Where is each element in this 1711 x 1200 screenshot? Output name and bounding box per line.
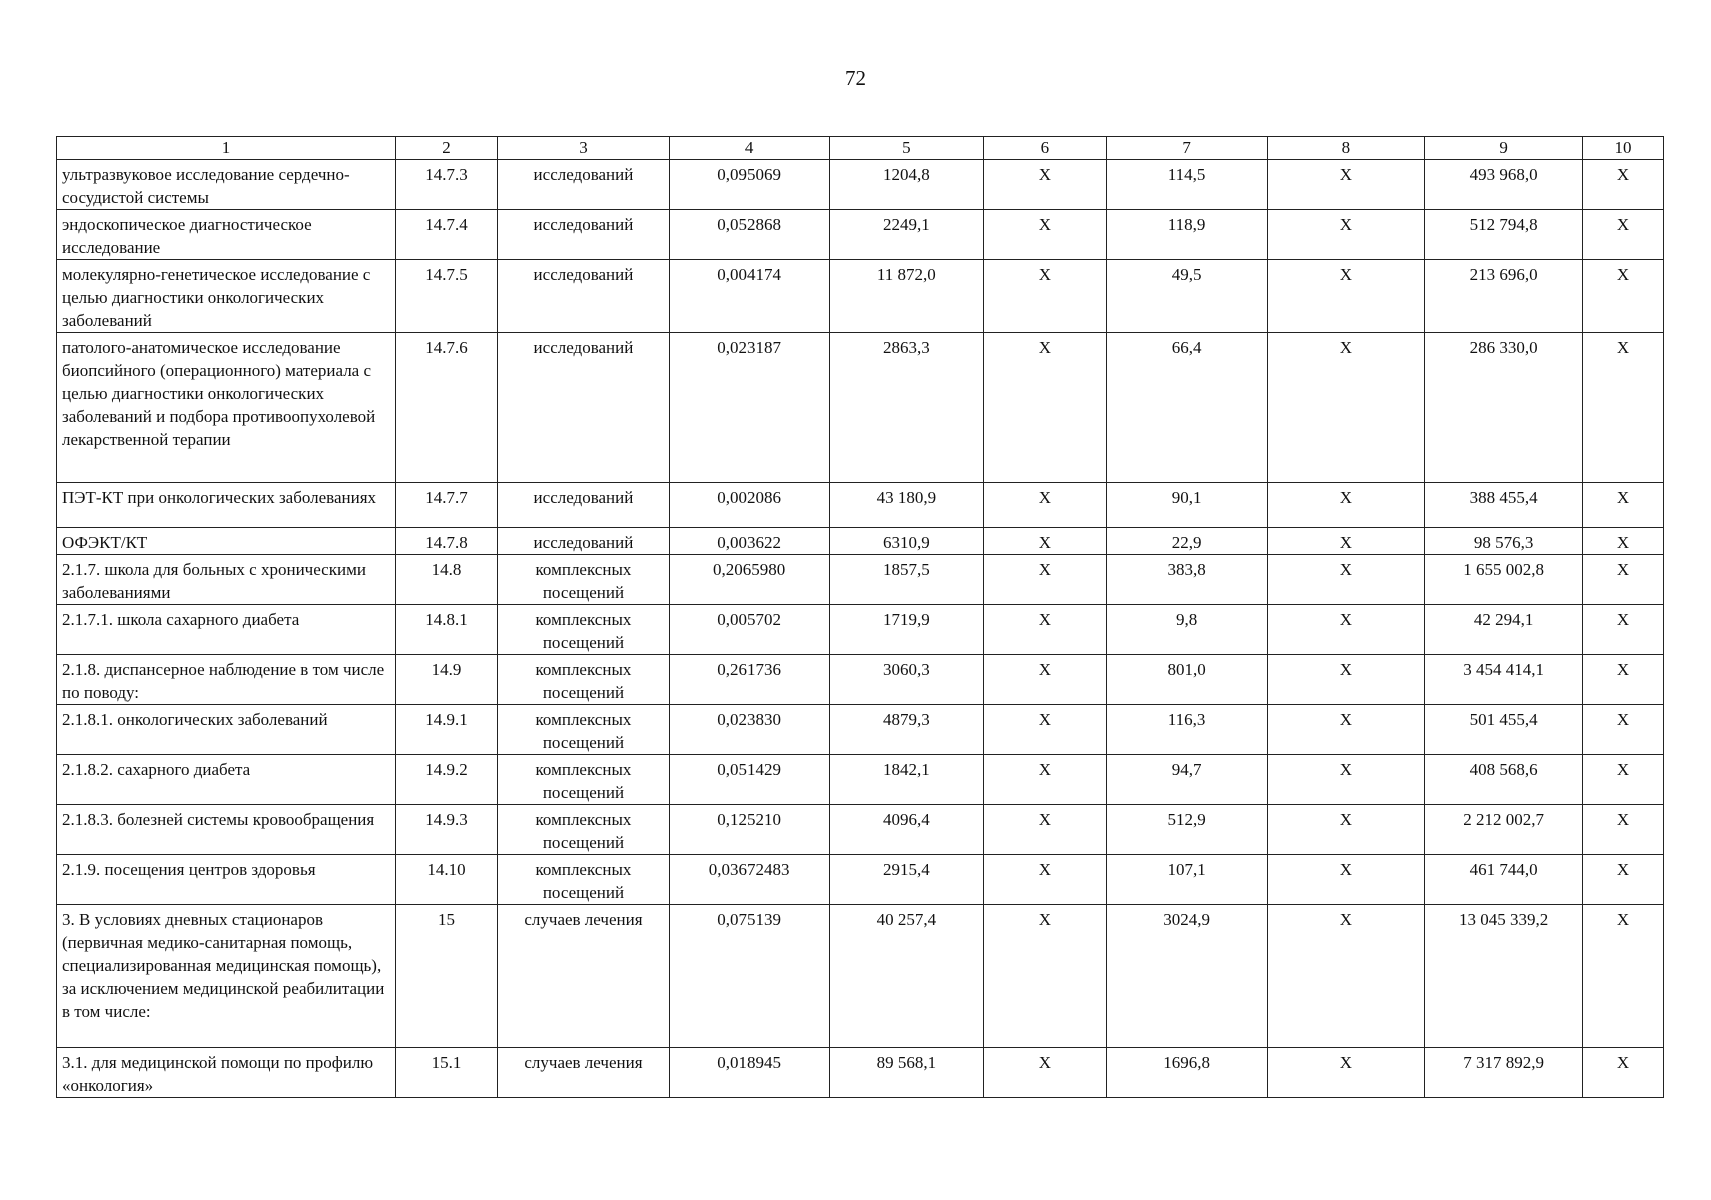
table-cell: комплексных посещений: [498, 555, 670, 605]
table-cell: 1204,8: [829, 160, 984, 210]
table-cell: комплексных посещений: [498, 705, 670, 755]
table-row: [57, 528, 1664, 555]
table-cell: 0,003622: [669, 528, 829, 555]
table-cell: исследований: [498, 260, 670, 333]
table-cell: 114,5: [1106, 160, 1267, 210]
table-cell: комплексных посещений: [498, 855, 670, 905]
table-cell: 66,4: [1106, 333, 1267, 483]
column-header: 4: [669, 137, 829, 160]
table-cell: 14.7.3: [395, 160, 497, 210]
table-cell: 98 576,3: [1425, 528, 1583, 555]
table-row: [57, 805, 1664, 855]
row-name-cell: ПЭТ-КТ при онкологических заболеваниях: [57, 483, 396, 528]
table-cell: 213 696,0: [1425, 260, 1583, 333]
row-name-cell: 2.1.8. диспансерное наблюдение в том числе по поводу:: [57, 655, 396, 705]
table-cell: 42 294,1: [1425, 605, 1583, 655]
row-name-cell: молекулярно-генетическое исследование с целью диагностики онкологических заболеваний: [57, 260, 396, 333]
table-cell: 15: [395, 905, 497, 1048]
table-cell: 2863,3: [829, 333, 984, 483]
table-row: [57, 705, 1664, 755]
table-cell: исследований: [498, 528, 670, 555]
table-cell: X: [984, 483, 1107, 528]
table-cell: комплексных посещений: [498, 755, 670, 805]
table-row: [57, 855, 1664, 905]
table-cell: 9,8: [1106, 605, 1267, 655]
table-cell: 0,03672483: [669, 855, 829, 905]
table-cell: X: [1267, 755, 1425, 805]
table-cell: X: [1267, 855, 1425, 905]
column-header: 2: [395, 137, 497, 160]
table-cell: 6310,9: [829, 528, 984, 555]
table-cell: X: [984, 705, 1107, 755]
column-header: 7: [1106, 137, 1267, 160]
table-cell: исследований: [498, 210, 670, 260]
table-cell: X: [984, 1048, 1107, 1098]
table-cell: 15.1: [395, 1048, 497, 1098]
table-cell: X: [1582, 528, 1663, 555]
row-name-cell: 2.1.7.1. школа сахарного диабета: [57, 605, 396, 655]
table-cell: 7 317 892,9: [1425, 1048, 1583, 1098]
row-name-cell: 3. В условиях дневных стационаров (первичная медико-санитарная помощь, специализированная медицинская помощь), за исключением медицинской реабилитации в том числе:: [57, 905, 396, 1048]
table-cell: 3024,9: [1106, 905, 1267, 1048]
table-cell: 14.9.3: [395, 805, 497, 855]
row-name-cell: 2.1.8.3. болезней системы кровообращения: [57, 805, 396, 855]
table-cell: 1842,1: [829, 755, 984, 805]
table-cell: 0,005702: [669, 605, 829, 655]
table-cell: 14.9.2: [395, 755, 497, 805]
table-row: [57, 1048, 1664, 1098]
header-row: [57, 137, 1664, 160]
table-cell: X: [1582, 1048, 1663, 1098]
column-header: 5: [829, 137, 984, 160]
table-cell: 13 045 339,2: [1425, 905, 1583, 1048]
table-cell: X: [984, 160, 1107, 210]
table-cell: 3060,3: [829, 655, 984, 705]
page-number: 72: [845, 66, 866, 90]
table-cell: X: [1582, 805, 1663, 855]
table-cell: 493 968,0: [1425, 160, 1583, 210]
table-cell: 116,3: [1106, 705, 1267, 755]
table-cell: X: [1267, 805, 1425, 855]
table-cell: 49,5: [1106, 260, 1267, 333]
table-cell: X: [1582, 483, 1663, 528]
table-cell: X: [1582, 210, 1663, 260]
table-cell: 14.8.1: [395, 605, 497, 655]
column-header: 6: [984, 137, 1107, 160]
table-cell: 461 744,0: [1425, 855, 1583, 905]
table-cell: 383,8: [1106, 555, 1267, 605]
row-name-cell: 2.1.7. школа для больных с хроническими заболеваниями: [57, 555, 396, 605]
table-cell: X: [1267, 528, 1425, 555]
table-cell: 14.8: [395, 555, 497, 605]
row-name-cell: 2.1.8.2. сахарного диабета: [57, 755, 396, 805]
table-row: [57, 483, 1664, 528]
row-name-cell: ультразвуковое исследование сердечно-сосудистой системы: [57, 160, 396, 210]
table-cell: X: [984, 555, 1107, 605]
table-cell: комплексных посещений: [498, 605, 670, 655]
table-cell: 501 455,4: [1425, 705, 1583, 755]
table-cell: 0,2065980: [669, 555, 829, 605]
table-cell: 512 794,8: [1425, 210, 1583, 260]
table-cell: 0,261736: [669, 655, 829, 705]
table-cell: 4879,3: [829, 705, 984, 755]
row-name-cell: 2.1.8.1. онкологических заболеваний: [57, 705, 396, 755]
table-cell: X: [1582, 555, 1663, 605]
table-cell: 14.7.5: [395, 260, 497, 333]
table-cell: X: [1582, 705, 1663, 755]
table-cell: 14.9: [395, 655, 497, 705]
table-cell: X: [984, 528, 1107, 555]
table-cell: 0,095069: [669, 160, 829, 210]
table-cell: 14.9.1: [395, 705, 497, 755]
table-cell: случаев лечения: [498, 905, 670, 1048]
table-row: [57, 260, 1664, 333]
row-name-cell: патолого-анатомическое исследование биопсийного (операционного) материала с целью диагностики онкологических заболеваний и подбора противоопухолевой лекарственной терапии: [57, 333, 396, 483]
table-cell: 90,1: [1106, 483, 1267, 528]
table-cell: 408 568,6: [1425, 755, 1583, 805]
table-cell: X: [1582, 605, 1663, 655]
table-cell: X: [1267, 905, 1425, 1048]
table-cell: 0,052868: [669, 210, 829, 260]
table-cell: 512,9: [1106, 805, 1267, 855]
table-cell: X: [984, 260, 1107, 333]
table-cell: 14.10: [395, 855, 497, 905]
table-cell: 0,075139: [669, 905, 829, 1048]
table-row: [57, 333, 1664, 483]
table-cell: комплексных посещений: [498, 805, 670, 855]
column-header: 10: [1582, 137, 1663, 160]
table-cell: 286 330,0: [1425, 333, 1583, 483]
table-cell: 89 568,1: [829, 1048, 984, 1098]
table-cell: 1696,8: [1106, 1048, 1267, 1098]
table-cell: X: [984, 333, 1107, 483]
table-cell: 2915,4: [829, 855, 984, 905]
table-row: [57, 755, 1664, 805]
table-cell: 1719,9: [829, 605, 984, 655]
table-cell: 4096,4: [829, 805, 984, 855]
table-cell: 0,125210: [669, 805, 829, 855]
table-cell: 118,9: [1106, 210, 1267, 260]
table-cell: X: [1582, 755, 1663, 805]
table-cell: 0,051429: [669, 755, 829, 805]
row-name-cell: 2.1.9. посещения центров здоровья: [57, 855, 396, 905]
table-cell: 11 872,0: [829, 260, 984, 333]
table-cell: X: [1267, 260, 1425, 333]
table-cell: X: [1267, 333, 1425, 483]
table-cell: X: [984, 655, 1107, 705]
table-cell: 1857,5: [829, 555, 984, 605]
table-cell: исследований: [498, 160, 670, 210]
table-cell: 107,1: [1106, 855, 1267, 905]
table-cell: X: [1267, 605, 1425, 655]
row-name-cell: 3.1. для медицинской помощи по профилю «онкология»: [57, 1048, 396, 1098]
table-cell: X: [984, 855, 1107, 905]
table-row: [57, 605, 1664, 655]
table-cell: 14.7.8: [395, 528, 497, 555]
table-cell: X: [1582, 333, 1663, 483]
table-cell: 0,018945: [669, 1048, 829, 1098]
table-row: [57, 555, 1664, 605]
table-cell: X: [1582, 260, 1663, 333]
table-cell: X: [984, 905, 1107, 1048]
table-cell: 0,023830: [669, 705, 829, 755]
column-header: 9: [1425, 137, 1583, 160]
row-name-cell: эндоскопическое диагностическое исследование: [57, 210, 396, 260]
table-cell: случаев лечения: [498, 1048, 670, 1098]
table-cell: X: [1582, 855, 1663, 905]
table-cell: X: [1267, 1048, 1425, 1098]
table-cell: 94,7: [1106, 755, 1267, 805]
column-header: 8: [1267, 137, 1425, 160]
table-row: [57, 210, 1664, 260]
table-cell: X: [1267, 655, 1425, 705]
table-cell: 2249,1: [829, 210, 984, 260]
table-cell: X: [1267, 160, 1425, 210]
table-cell: X: [1267, 705, 1425, 755]
column-header: 1: [57, 137, 396, 160]
table-row: [57, 160, 1664, 210]
table-cell: X: [1267, 483, 1425, 528]
table-cell: X: [984, 210, 1107, 260]
table-row: [57, 905, 1664, 1048]
table-cell: X: [1267, 210, 1425, 260]
table-cell: 388 455,4: [1425, 483, 1583, 528]
table-cell: X: [984, 605, 1107, 655]
table-cell: 801,0: [1106, 655, 1267, 705]
table-cell: комплексных посещений: [498, 655, 670, 705]
table-row: [57, 655, 1664, 705]
table-cell: 0,023187: [669, 333, 829, 483]
table-cell: X: [984, 805, 1107, 855]
table-cell: 0,004174: [669, 260, 829, 333]
table-cell: 14.7.7: [395, 483, 497, 528]
table-cell: исследований: [498, 333, 670, 483]
table-cell: X: [1582, 655, 1663, 705]
table-cell: 14.7.4: [395, 210, 497, 260]
row-name-cell: ОФЭКТ/КТ: [57, 528, 396, 555]
column-header: 3: [498, 137, 670, 160]
table-cell: X: [1582, 905, 1663, 1048]
table-cell: 14.7.6: [395, 333, 497, 483]
table-cell: исследований: [498, 483, 670, 528]
table-cell: 22,9: [1106, 528, 1267, 555]
table-cell: 3 454 414,1: [1425, 655, 1583, 705]
table-cell: 0,002086: [669, 483, 829, 528]
table-cell: 2 212 002,7: [1425, 805, 1583, 855]
data-table: [56, 136, 1664, 1098]
table-cell: X: [1267, 555, 1425, 605]
table-cell: 43 180,9: [829, 483, 984, 528]
table-cell: 1 655 002,8: [1425, 555, 1583, 605]
table-cell: X: [984, 755, 1107, 805]
table-cell: X: [1582, 160, 1663, 210]
table-cell: 40 257,4: [829, 905, 984, 1048]
